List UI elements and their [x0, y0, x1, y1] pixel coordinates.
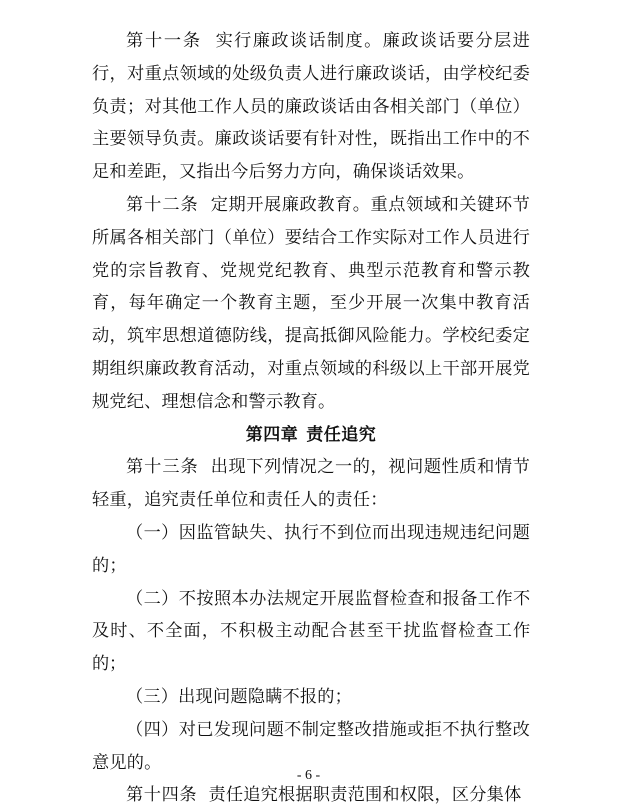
chapter-number: 第四章 — [245, 424, 299, 445]
article-number: 第十一条 — [126, 31, 202, 51]
article-text: 责任追究根据职责范围和权限，区分集体 — [208, 785, 522, 806]
document-body — [92, 25, 530, 812]
article-text: 实行廉政谈话制度。廉政谈话要分层进行，对重点领域的处级负责人进行廉政谈话，由学校纪委负责；对其他工作人员的廉政谈话由各相关部门（单位）主要领导负责。廉政谈话要有针对性，既指出工作中的不足和差距，又指出今后努力方向，确保谈话效果。 — [92, 31, 531, 183]
article-text: 出现下列情况之一的，视问题性质和情节轻重，追究责任单位和责任人的责任： — [92, 457, 531, 511]
list-item: （三）出现问题隐瞒不报的； — [126, 686, 353, 707]
article-number: 第十三条 — [126, 457, 199, 478]
list-item: （二）不按照本办法规定开展监督检查和报备工作不及时、不全面，不积极主动配合甚至干扰监督检查工作的； — [92, 588, 530, 675]
chapter-title: 责任追究 — [306, 424, 377, 445]
article-number: 第十四条 — [126, 785, 198, 806]
article-paragraph — [92, 779, 530, 812]
article-number: 第十二条 — [126, 194, 199, 215]
article-paragraph — [92, 25, 530, 189]
list-item: （四）对已发现问题不制定整改措施或拒不执行整改意见的。 — [92, 719, 530, 773]
page-number: - 6 - — [296, 768, 321, 783]
list-item: （一）因监管缺失、执行不到位而出现违规违纪问题的； — [92, 522, 530, 576]
article-paragraph — [92, 451, 530, 517]
chapter-heading — [92, 419, 530, 452]
article-paragraph — [92, 189, 530, 419]
article-text: 定期开展廉政教育。重点领域和关键环节所属各相关部门（单位）要结合工作实际对工作人员进行党的宗旨教育、党规党纪教育、典型示范教育和警示教育，每年确定一个教育主题，至少开展一次集中教育活动，筑牢思想道德防线，提高抵御风险能力。学校纪委定期组织廉政教育活动，对重点领域的科级以上干部开展党规党纪、理想信念和警示教育。 — [92, 194, 531, 412]
